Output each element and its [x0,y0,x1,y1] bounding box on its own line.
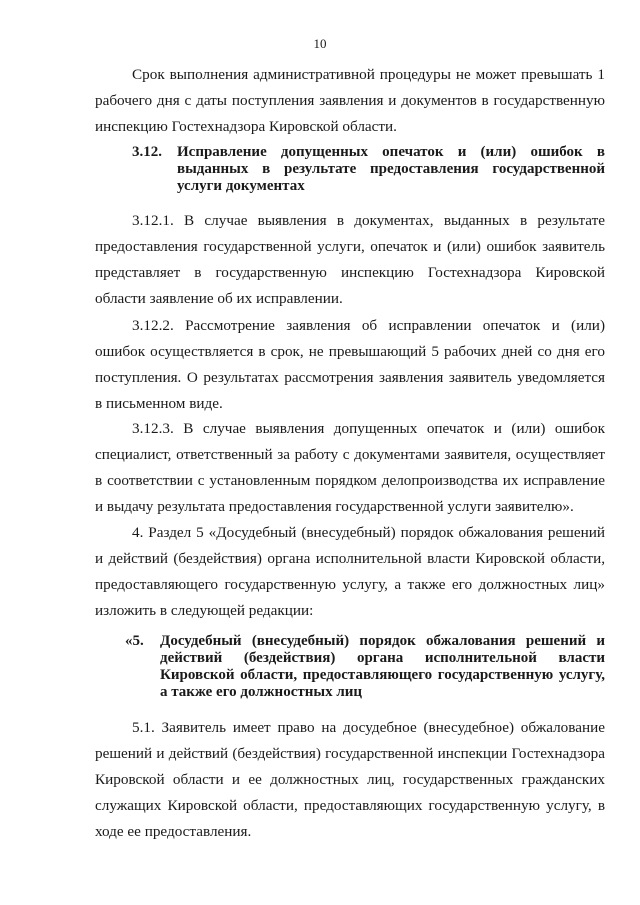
paragraph-5-1 [95,715,605,845]
section-title: Досудебный (внесудебный) порядок обжалования решений и действий (бездействия) органа исполнительной власти Кировской области, предоставляющего государственную услугу, а также его должностных лиц [160,633,605,700]
section-number: 3.12. [132,144,162,160]
paragraph-3-12-2 [95,313,605,417]
section-number: «5. [125,633,144,649]
paragraph-3-12-3 [95,416,605,520]
paragraph-3-12-1 [95,208,605,312]
paragraph-procedure-deadline [95,62,605,140]
paragraph-item-4 [95,520,605,624]
paragraph-text: 3.12.3. В случае выявления допущенных опечаток и (или) ошибок специалист, ответственный за работу с документами заявителя, осуществляет в соответствии с установленным порядком делопроизводства их исправление и выдачу результата предоставления государственной услуги заявителю». [95,420,605,515]
paragraph-text: 3.12.2. Рассмотрение заявления об исправлении опечаток и (или) ошибок осуществляется в срок, не превышающий 5 рабочих дней со дня его поступления. О результатах рассмотрения заявления заявитель уведомляется в письменном виде. [95,317,605,412]
paragraph-text: 3.12.1. В случае выявления в документах, выданных в результате предоставления государственной услуги, опечаток и (или) ошибок заявитель представляет в государственную инспекцию Гостехнадзора Кировской области заявление об их исправлении. [95,212,605,307]
section-heading-3-12 [95,144,605,195]
paragraph-text: Срок выполнения административной процедуры не может превышать 1 рабочего дня с даты поступления заявления и документов в государственную инспекцию Гостехнадзора Кировской области. [95,66,605,135]
paragraph-text: 4. Раздел 5 «Досудебный (внесудебный) порядок обжалования решений и действий (бездействия) органа исполнительной власти Кировской области, предоставляющего государственную услугу, а также его должностных лиц» изложить в следующей редакции: [95,524,605,619]
section-title: Исправление допущенных опечаток и (или) ошибок в выданных в результате предоставления государственной услуги документах [177,144,605,194]
paragraph-text: 5.1. Заявитель имеет право на досудебное (внесудебное) обжалование решений и действий (бездействия) государственной инспекции Гостехнадзора Кировской области и ее должностных лиц, государственных гражданских служащих Кировской области, предоставляющих государственную услугу, в ходе ее предоставления. [95,719,605,840]
section-heading-5 [95,633,605,701]
page-number: 10 [313,36,327,51]
